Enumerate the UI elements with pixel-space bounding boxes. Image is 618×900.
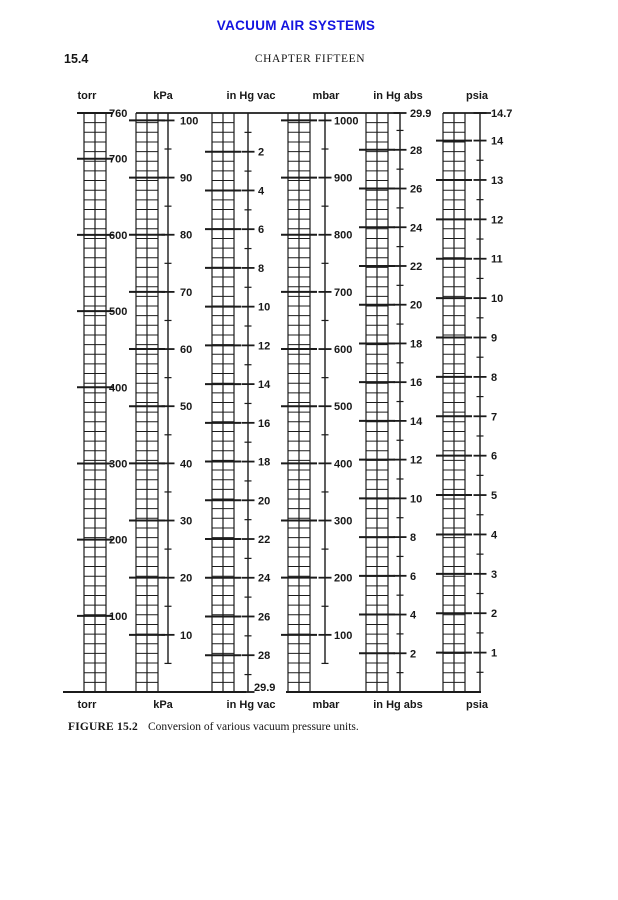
in-Hg-abs-tick-label-20: 20 (410, 299, 423, 312)
in-Hg-vac-tick-label-6: 6 (258, 224, 265, 237)
mbar-tick-label-900: 900 (334, 172, 353, 185)
in-Hg-abs-tick-label-12: 12 (410, 454, 423, 467)
mbar-tick-label-600: 600 (334, 344, 353, 357)
in-Hg-abs-tick-label-2: 2 (410, 648, 417, 661)
kPa-axis (162, 113, 199, 663)
psia-tick-label-2: 2 (491, 608, 498, 621)
chapter-title: CHAPTER FIFTEEN (254, 53, 366, 65)
mbar-tick-label-500: 500 (334, 401, 353, 414)
in-Hg-vac-tick-label-4: 4 (258, 185, 265, 198)
torr-tick-label-500: 500 (109, 306, 128, 319)
in-Hg-abs-tick-label-10: 10 (410, 493, 423, 506)
kPa-tick-label-30: 30 (180, 515, 193, 528)
in-Hg-abs-footer-label: in Hg abs (373, 699, 423, 711)
reference-lines (63, 113, 491, 692)
figure-caption-text: Conversion of various vacuum pressure units. (147, 721, 359, 733)
in-Hg-vac-tick-label-24: 24 (258, 572, 271, 585)
figure-caption (68, 721, 528, 733)
torr-tick-label-700: 700 (109, 153, 128, 166)
page-number: 15.4 (64, 52, 89, 66)
in-Hg-vac-tick-label-14: 14 (258, 379, 271, 392)
psia-scale (466, 90, 489, 711)
kPa-tick-label-60: 60 (180, 344, 193, 357)
in-Hg-vac-tick-label-22: 22 (258, 534, 271, 547)
psia-tick-label-13: 13 (491, 174, 504, 187)
in-Hg-abs-tick-label-6: 6 (410, 570, 417, 583)
psia-axis (474, 108, 513, 692)
kPa-ladder (129, 113, 165, 692)
in-Hg-abs-tick-label-28: 28 (410, 144, 423, 157)
torr-tick-label-200: 200 (109, 534, 128, 547)
mbar-tick-label-100: 100 (334, 629, 353, 642)
kPa-tick-label-20: 20 (180, 572, 193, 585)
kPa-tick-label-80: 80 (180, 229, 193, 242)
psia-tick-label-10: 10 (491, 293, 504, 306)
mbar-tick-label-200: 200 (334, 572, 353, 585)
psia-tick-label-14.7: 14.7 (491, 108, 513, 120)
mbar-tick-label-1000: 1000 (334, 115, 359, 128)
in-Hg-vac-tick-label-12: 12 (258, 340, 271, 353)
in-Hg-abs-header-label: in Hg abs (373, 90, 423, 102)
mbar-tick-label-800: 800 (334, 229, 353, 242)
in-Hg-vac-tick-label-18: 18 (258, 456, 271, 469)
kPa-scale (153, 90, 173, 711)
psia-header-label: psia (465, 90, 489, 102)
in-Hg-abs-tick-label-14: 14 (410, 415, 423, 428)
torr-ladder (77, 108, 127, 692)
psia-ladder (436, 113, 472, 692)
torr-tick-label-300: 300 (109, 458, 128, 471)
psia-footer-label: psia (465, 699, 489, 711)
kPa-tick-label-10: 10 (180, 629, 193, 642)
psia-tick-label-11: 11 (491, 253, 503, 266)
kPa-footer-label: kPa (153, 699, 173, 711)
psia-tick-label-1: 1 (491, 647, 498, 660)
psia-tick-label-14: 14 (491, 135, 504, 148)
psia-tick-label-3: 3 (491, 568, 498, 581)
in-Hg-abs-tick-label-22: 22 (410, 260, 423, 273)
mbar-tick-label-700: 700 (334, 286, 353, 299)
in-Hg-abs-axis (394, 108, 432, 692)
kPa-tick-label-100: 100 (180, 115, 199, 128)
in-Hg-vac-footer-label: in Hg vac (226, 699, 276, 711)
in-Hg-vac-header-label: in Hg vac (226, 90, 276, 102)
in-Hg-vac-axis (242, 113, 276, 694)
in-Hg-vac-ladder (205, 113, 241, 692)
torr-tick-label-760: 760 (109, 108, 128, 120)
in-Hg-abs-tick-label-4: 4 (410, 609, 417, 622)
in-Hg-abs-ladder (359, 113, 395, 692)
kPa-header-label: kPa (153, 90, 173, 102)
psia-tick-label-9: 9 (491, 332, 498, 345)
in-Hg-vac-tick-label-29.9: 29.9 (254, 682, 276, 694)
in-Hg-vac-tick-label-2: 2 (258, 146, 265, 159)
in-Hg-vac-tick-label-28: 28 (258, 650, 271, 663)
in-Hg-abs-tick-label-16: 16 (410, 377, 423, 390)
mbar-tick-label-400: 400 (334, 458, 353, 471)
kPa-tick-label-70: 70 (180, 286, 193, 299)
mbar-header-label: mbar (312, 90, 340, 102)
torr-header-label: torr (77, 90, 97, 102)
psia-tick-label-4: 4 (491, 529, 498, 542)
torr-scale (78, 90, 98, 711)
mbar-ladder (281, 113, 317, 692)
psia-tick-label-12: 12 (491, 214, 504, 227)
in-Hg-abs-tick-label-29.9: 29.9 (410, 108, 432, 120)
running-header-title: VACUUM AIR SYSTEMS (216, 18, 376, 33)
in-Hg-vac-tick-label-20: 20 (258, 495, 271, 508)
torr-tick-label-100: 100 (109, 610, 128, 623)
psia-tick-label-6: 6 (491, 450, 498, 463)
psia-tick-label-5: 5 (491, 490, 498, 503)
in-Hg-vac-tick-label-16: 16 (258, 417, 271, 430)
in-Hg-vac-tick-label-10: 10 (258, 301, 271, 314)
in-Hg-vac-tick-label-8: 8 (258, 262, 265, 275)
torr-tick-label-600: 600 (109, 229, 128, 242)
in-Hg-abs-tick-label-24: 24 (410, 222, 423, 235)
mbar-tick-label-300: 300 (334, 515, 353, 528)
kPa-tick-label-40: 40 (180, 458, 193, 471)
torr-footer-label: torr (77, 699, 97, 711)
in-Hg-abs-tick-label-8: 8 (410, 532, 417, 545)
kPa-tick-label-90: 90 (180, 172, 193, 185)
psia-tick-label-7: 7 (491, 411, 498, 424)
mbar-axis (319, 113, 359, 663)
psia-tick-label-8: 8 (491, 371, 498, 384)
in-Hg-abs-tick-label-18: 18 (410, 338, 423, 351)
mbar-footer-label: mbar (312, 699, 340, 711)
in-Hg-abs-tick-label-26: 26 (410, 183, 423, 196)
kPa-tick-label-50: 50 (180, 401, 193, 414)
in-Hg-vac-tick-label-26: 26 (258, 611, 271, 624)
torr-tick-label-400: 400 (109, 382, 128, 395)
figure-caption-label: FIGURE 15.2 (68, 721, 138, 733)
